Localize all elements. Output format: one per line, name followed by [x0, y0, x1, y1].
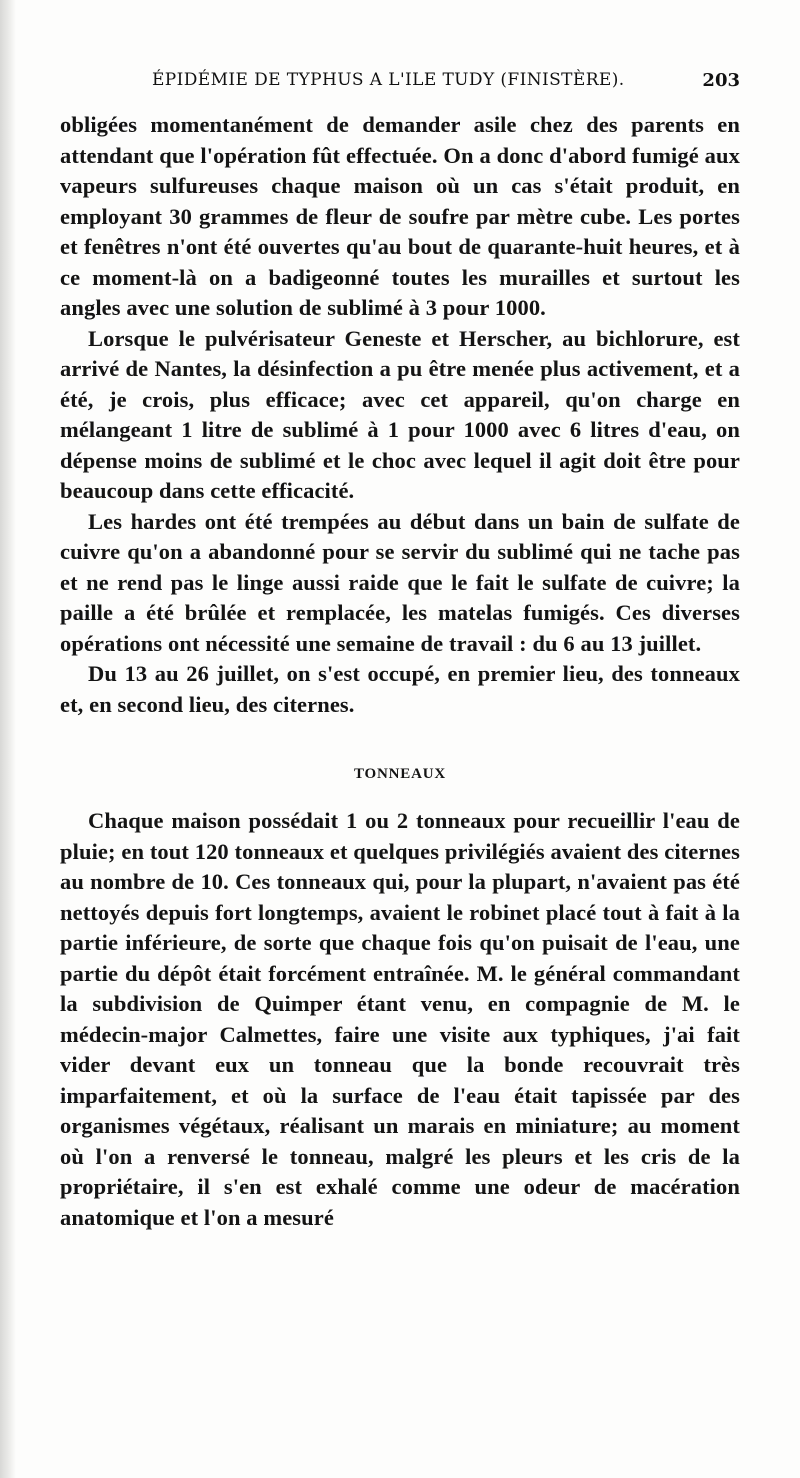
page-gutter-shadow	[0, 0, 16, 1478]
paragraph-continued: obligées momentanément de demander asile chez des parents en attendant que l'opération fût effectuée. On a donc d'abord fumigé aux vapeurs sulfureuses chaque maison où un cas s'était produit, en employant 30 grammes de fleur de soufre par mètre cube. Les portes et fenêtres n'ont été ouvertes qu'au bout de quarante-huit heures, et à ce moment-là on a badigeonné toutes les murailles et surtout les angles avec une solution de sublimé à 3 pour 1000.	[60, 112, 740, 320]
body-text	[60, 110, 740, 1233]
page-number: 203	[702, 70, 740, 91]
paragraph: Lorsque le pulvérisateur Geneste et Herscher, au bichlorure, est arrivé de Nantes, la désinfection a pu être menée plus activement, et a été, je crois, plus efficace; avec cet appareil, qu'on charge en mélangeant 1 litre de sublimé à 1 pour 1000 avec 6 litres d'eau, on dépense moins de sublimé et le choc avec lequel il agit doit être pour beaucoup dans cette efficacité.	[60, 325, 740, 503]
paragraph: Du 13 au 26 juillet, on s'est occupé, en premier lieu, des tonneaux et, en second lieu, des citernes.	[60, 661, 740, 717]
section-heading: TONNEAUX	[354, 766, 446, 782]
paragraph: Chaque maison possédait 1 ou 2 tonneaux pour recueillir l'eau de pluie; en tout 120 tonneaux et quelques privilégiés avaient des citernes au nombre de 10. Ces tonneaux qui, pour la plupart, n'avaient pas été nettoyés depuis fort longtemps, avaient le robinet placé tout à fait à la partie inférieure, de sorte que chaque fois qu'on puisait de l'eau, une partie du dépôt était forcément entraînée. M. le général commandant la subdivision de Quimper étant venu, en compagnie de M. le médecin-major Calmettes, faire une visite aux typhiques, j'ai fait vider devant eux un tonneau que la bonde recouvrait très imparfaitement, et où la surface de l'eau était tapissée par des organismes végétaux, réalisant un marais en miniature; au moment où l'on a renversé le tonneau, malgré les pleurs et les cris de la propriétaire, il s'en est exhalé comme une odeur de macération anatomique et l'on a mesuré	[60, 808, 740, 1230]
running-title: ÉPIDÉMIE DE TYPHUS A L'ILE TUDY (FINISTÈRE).	[152, 70, 625, 90]
paragraph: Les hardes ont été trempées au début dans un bain de sulfate de cuivre qu'on a abandonné pour se servir du sublimé qui ne tache pas et ne rend pas le linge aussi raide que le fait le sulfate de cuivre; la paille a été brûlée et remplacée, les matelas fumigés. Ces diverses opérations ont nécessité une semaine de travail : du 6 au 13 juillet.	[60, 508, 740, 656]
running-header	[64, 70, 740, 100]
